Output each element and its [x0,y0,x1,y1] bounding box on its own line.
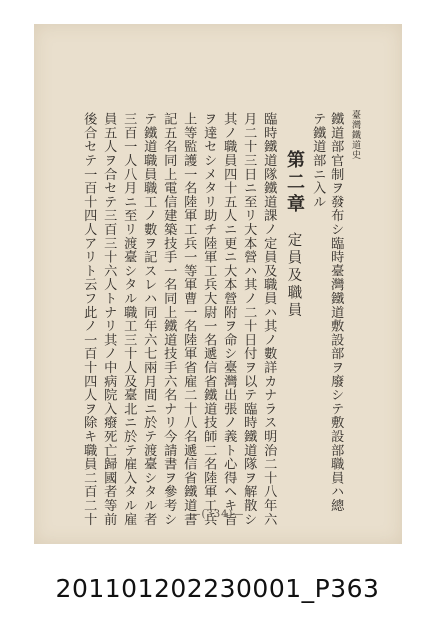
text-column: 上等監護一名陸軍工兵一等軍曹一名陸軍省雇二十八名遞信省鐵道書 [181,112,197,526]
text-column: 員五人ヲ合セテ三百三十六人トナリ其ノ中病院入癈死亡歸國者等前 [101,112,117,526]
image-caption: 20110120223000​1_P363 [55,574,380,603]
text-column: 其ノ職員四十五人ニ更ニ大本營附ヲ命シ臺灣出張ノ義ト心得ヘキ旨 [221,112,237,526]
text-column: テ鐵道職員職工ノ數ヲ記スレハ同年六七兩月間ニ於テ渡臺シタル者 [141,112,157,526]
text-column: 記五名同上電信建築技手一名同上鐵道技手六名ナリ今請書ヲ參考シ [161,112,177,526]
text-column: 臨時鐵道隊鐵道課ノ定員及職員ハ其ノ數詳カナラス明治二十八年六 [261,112,277,526]
text-column: ヲ達セシメタリ助チ陸軍工兵大尉一名遞信省鐵道技師二名陸軍工兵 [201,112,217,526]
text-column: 後合セテ一百十四人アリト云フ此ノ一百十四人ヲ除キ職員二百二十 [81,112,97,526]
page-number: —(334)— [190,509,245,520]
text-column: テ鐵道部ニ入ル [310,112,326,209]
text-column: 三百一人八月ニ至リ渡臺シタル職工三十人及臺北ニ於テ雇入タル雇 [121,112,137,526]
text-column: 月二十三日ニ至リ大本營ハ其ノ二十日付ヲ以テ臨時鐵道隊ヲ解散シ [241,112,257,526]
text-column: 鐵道部官制ヲ發布シ臨時臺灣鐵道敷設部ヲ廢シテ敷設部職員ハ總 [328,112,344,513]
chapter-subtitle: 定員及職員 [285,232,302,320]
running-header: 臺灣鐵道史 [350,110,360,160]
chapter-title: 第二章 [284,150,305,216]
